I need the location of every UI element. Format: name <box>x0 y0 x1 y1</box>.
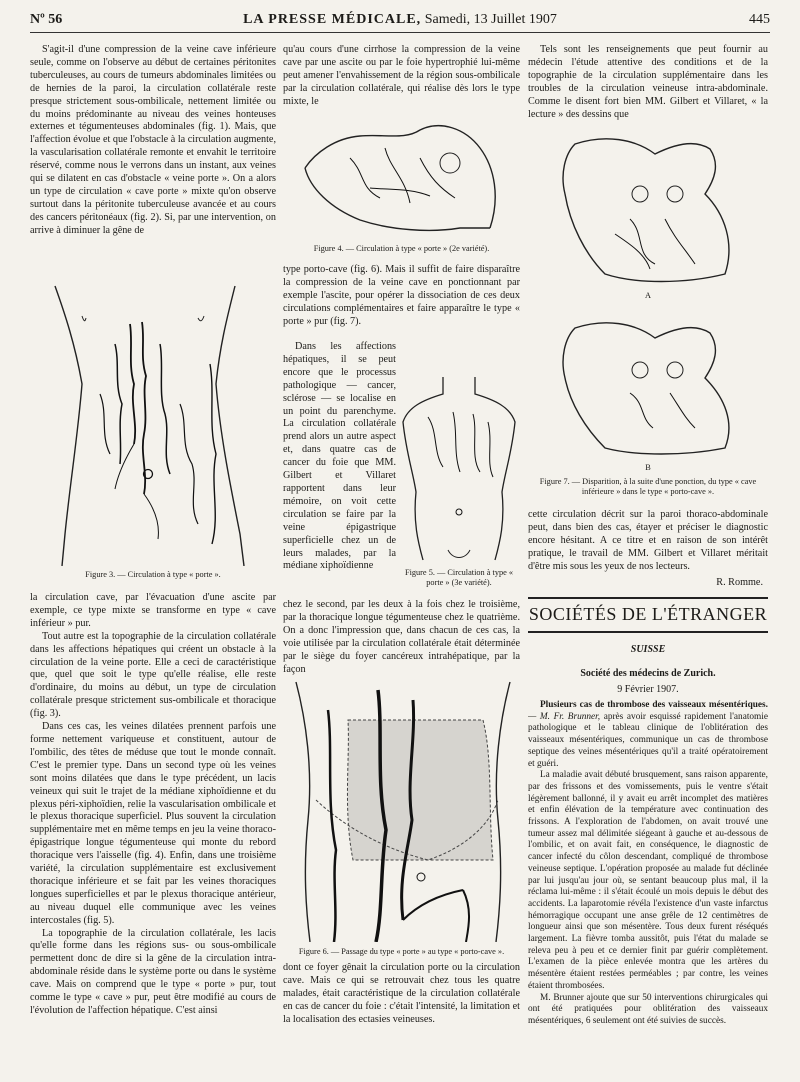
page-number-right: 445 <box>749 12 770 27</box>
paragraph: type porto-cave (fig. 6). Mais il suffit de faire disparaître la compression de la veine cave en ponctionnant par exemple l'ascite, pour opérer la dissociation de ces deux circulations complémentaires et faire apparaître le type « porte » pur (fig. 7). <box>283 264 520 327</box>
paragraph: la circulation cave, par l'évacuation d'une ascite par exemple, ce type mixte se transforme en type « cave inférieur » pur. <box>30 592 276 629</box>
paragraph: M. Brunner ajoute que sur 50 interventions chirurgicales qui ont été pratiquées pour oblitération des vaisseaux mésentériques, 6 seulement ont été suivies de succès. <box>528 992 768 1026</box>
section-title: SOCIÉTÉS DE L'ÉTRANGER <box>528 604 768 624</box>
report-first-paragraph <box>528 700 768 770</box>
page-number-left: Nº 56 <box>30 12 63 27</box>
figure-6 <box>288 680 518 942</box>
figure-7b-trunk-drawing <box>535 308 765 460</box>
figure-7b <box>535 308 765 460</box>
figure-3-torso-drawing <box>30 284 276 566</box>
paragraph: La maladie avait débuté brusquement, sans raison apparente, par des frissons et des vomissements, puis le ventre s'était légèrement ballonné, il y avait eu arrêt incomplet des matières et enfin élévation de la température avec continuation des frissons. A l'exploration de l'abdomen, on avait trouvé une tumeur assez mal délimitée siégeant à gauche et au-dessous de l'ombilic, et on avait fait, en conséquence, le diagnostic de cancer infecté du côlon descendant, compliqué de thrombose veineuse septique. L'opération proposée au malade fut déclinée par lui jusqu'au jour où, se sentant beaucoup plus mal, il la réclama lui-même : il s'était écoulé un mois depuis le début des accidents. La laparotomie révéla l'existence d'un vaste infarctus hémorragique occupant une anse grêle de 12 centimètres de longueur ainsi que son mésentère. Tous deux furent réséqués largement. La fièvre tomba aussitôt, puis l'état du malade se releva peu à peu et ce dernier finit par guérir complètement. L'examen de la pièce enlevée montra que les artères du mésentère étaient restées perméables ; par contre, les veines étaient thrombosées. <box>528 770 768 991</box>
figure-4-caption: Figure 4. — Circulation à type « porte » (2e variété). <box>313 244 490 253</box>
figure-7-label-b: B <box>645 463 651 472</box>
col2-mid-text-2 <box>283 341 396 599</box>
paragraph: Tout autre est la topographie de la circulation collatérale dans les affections hépatiques qui créent un obstacle à la circulation de la veine porte. Elle a ceci de caractéristique que, quel que soit le type qu'elle réalise, elle reste d'ordinaire, du moins au début, un type de circulation collatérale presque strictement sus-ombilicale et thoracique (fig. 3). <box>30 630 276 720</box>
figure-7a <box>535 124 765 300</box>
col2-bottom-text <box>283 962 520 1072</box>
figure-3 <box>30 284 276 566</box>
running-header <box>30 12 770 33</box>
paragraph: dont ce foyer gênait la circulation porte ou la circulation cave. Mais ce qui se retrouvait chez tous les quatre malades, était caractéristique de la circulation collatérale en cas de cancer du foie : c'était l'intensité, la limitation et la localisation des ectasies veineuses. <box>283 962 520 1025</box>
paragraph: chez le second, par les deux à la fois chez le troisième, par la thoracique longue tégumenteuse chez le quatrième. On a donc l'impression que, dans chacun de ces cas, la voie utilisée par la circulation collatérale était déterminée par le siège du foyer cancéreux intrahépatique, par la façon <box>283 599 520 675</box>
paragraph: La topographie de la circulation collatérale, les lacis qu'elle forme dans les régions sus- ou sous-ombilicale permettent donc de dire si la gêne de la circulation intra-abdominale réside dans le système porte ou dans le système cave. Mais on comprend que le type « porte » pur, tout comme le type « cave » pur, peut être modifié au cours de l'évolution de l'affection hépatique. C'est ainsi <box>30 927 276 1016</box>
figure-5 <box>398 372 520 564</box>
col2-top-text <box>283 44 520 116</box>
report-author: — M. Fr. Brunner, <box>528 711 601 722</box>
author-signature: R. Romme. <box>716 577 763 588</box>
figure-4 <box>290 118 515 240</box>
col1-bottom-text <box>30 592 276 1077</box>
paragraph: S'agit-il d'une compression de la veine cave inférieure seule, comme on l'observe au début de certaines péritonites tuberculeuses, au cours de tumeurs abdominales limitées ou de hernies de la paroi, la circulation collatérale reste presque strictement sous-ombilicale, nettement limitée ou du moins prédominante au niveau des veines honteuses externes et tégumenteuses abdominales (fig. 1). Mais, que l'affection évolue et que l'obstacle à la circulation augmente, la vascularisation collatérale remonte et envahit le territoire réservé, comme nous le verrons dans un instant, aux veines qui se dilatent en cas d'obstacle « veine porte ». On a alors un type de circulation « cave porte » mixte qu'on observe surtout dans la péritonite tuberculeuse avancée et au cours des cancers péritonéaux (fig. 2). Si, par une intervention, on arrive à diminuer la gêne de <box>30 44 276 236</box>
figure-7-caption: Figure 7. — Disparition, à la suite d'une ponction, du type « cave inférieure » dans le type « porto-cave ». <box>539 477 757 496</box>
col3-top-text <box>528 44 768 122</box>
section-rule-bottom <box>528 631 768 633</box>
col3-mid-text <box>528 509 768 575</box>
paragraph: cette circulation décrit sur la paroi thoraco-abdominale peut, dans bien des cas, étayer et préciser le diagnostic encore hésitant. A ce titre et en raison de son intérêt pratique, le travail de MM. Gilbert et Villaret méritait d'être mis sous les yeux de nos lecteurs. <box>528 509 768 572</box>
journal-title: LA PRESSE MÉDICALE, Samedi, 13 Juillet 1907 <box>243 12 557 27</box>
paragraph: Tels sont les renseignements que peut fournir au médecin l'étude attentive des conditions et de la topographie de la circulation supplémentaire dans les troubles de la circulation veineuse intra-abdominale. Comme le disent fort bien MM. Gilbert et Villaret, « la lecture » des dessins que <box>528 44 768 120</box>
figure-7-label-a: A <box>645 291 651 300</box>
paragraph: qu'au cours d'une cirrhose la compression de la veine cave par une ascite ou par le foie hypertrophié lui-même peut amener l'envahissement de la région sous-ombilicale par la circulation collatérale, qui réalise dès lors le type mixte, le <box>283 44 520 107</box>
paragraph: Dans les affections hépatiques, il se peut encore que le processus pathologique — cancer, sclérose — se localise en un point du parenchyme. La circulation collatérale prend alors un autre aspect et, dans quatre cas de cancer du foie que MM. Gilbert et Villaret rapportent dans leur mémoire, on voit cette circulation se faire par la veine épigastrique superficielle chez un de leurs malades, par la médiane xiphoïdienne <box>283 341 396 572</box>
society-name: Société des médecins de Zurich. <box>580 668 716 679</box>
country-heading: SUISSE <box>630 644 666 655</box>
section-rule-top <box>528 597 768 599</box>
report-title: Plusieurs cas de thrombose des vaisseaux mésentériques. <box>540 700 768 710</box>
figure-6-abdomen-drawing <box>288 680 518 942</box>
col2-after-text <box>283 599 520 676</box>
figure-4-trunk-drawing <box>290 118 515 240</box>
col2-mid-text-1 <box>283 264 520 341</box>
figure-3-caption: Figure 3. — Circulation à type « porte ». <box>85 570 221 579</box>
figure-5-torso-drawing <box>398 372 520 564</box>
report-text: après avoir esquissé rapidement l'anatomie pathologique et le tableau clinique de l'oblitération des vaisseaux mésentériques, communique un cas de thrombose septique des veines mésentériques qu'il a traité opératoirement et guéri. <box>528 711 768 769</box>
figure-6-caption: Figure 6. — Passage du type « porte » au type « porto-cave ». <box>298 947 505 956</box>
col1-top-text <box>30 44 276 282</box>
paragraph: Dans ces cas, les veines dilatées prennent parfois une forme nettement variqueuse et constituent, autour de l'ombilic, des têtes de méduse que tout le monde connaît. C'est le premier type. Dans un second type où les veines sont moins dilatées que dans le type précédent, un lacis veineux qui suit le trajet de la médiane xiphoïdienne et du plexus péri-xiphoïdien, relie la vascularisation ombilicale et le plexus thoracique superficiel. Plus souvent la circulation supplémentaire met en même temps en jeu la veine thoraco-épigastrique longue tégumenteuse qui monte du rebord thoracique vers l'aisselle (fig. 4). Enfin, dans une troisième variété, la circulation supplémentaire est exclusivement thoracique inférieure et se fait par les veines thoraciques longues superficielles et par le plexus thoracique antérieur, au niveau duquel elle communique avec les veines intercostales (fig. 5). <box>30 721 276 926</box>
figure-5-caption: Figure 5. — Circulation à type « porte » (3e variété). <box>404 568 514 587</box>
session-date: 9 Février 1907. <box>617 684 679 695</box>
society-report <box>528 700 768 1030</box>
figure-7a-trunk-drawing <box>535 124 765 300</box>
